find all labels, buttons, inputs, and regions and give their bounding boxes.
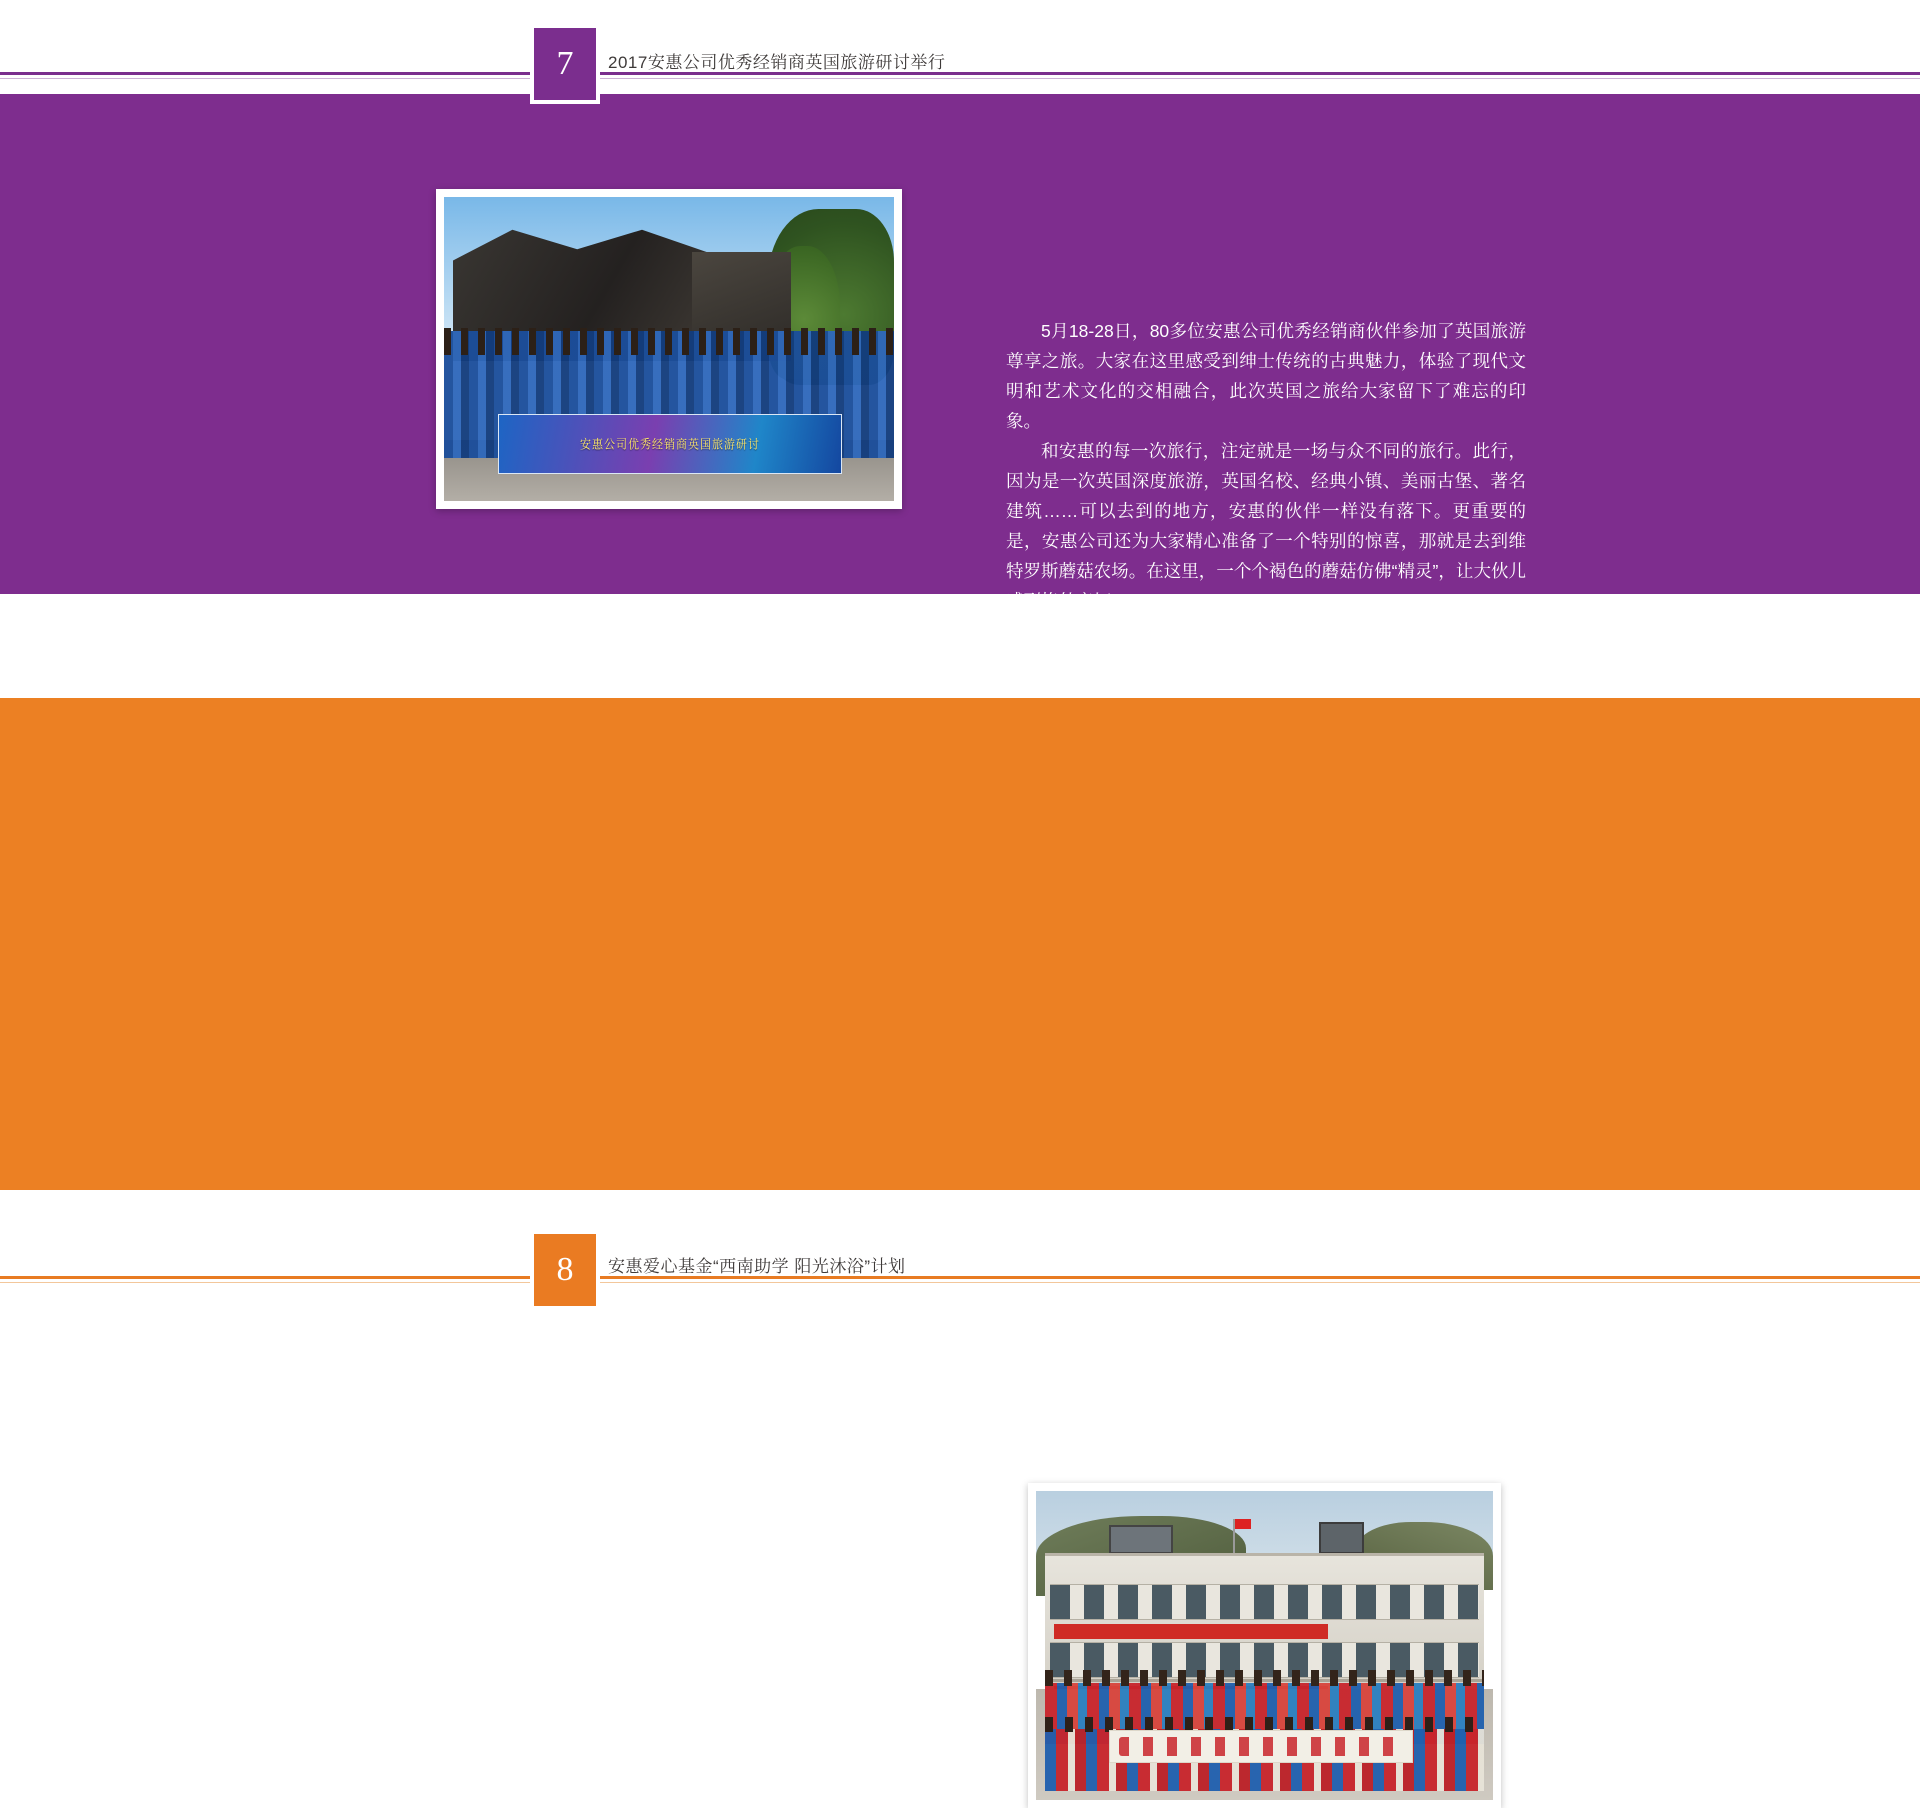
section-7-body: [0, 94, 1920, 611]
section-7-paragraph-1: 5月18-28日，80多位安惠公司优秀经销商伙伴参加了英国旅游尊享之旅。大家在这里感受到绅士传统的古典魅力，体验了现代文明和艺术文化的交相融合，此次英国之旅给大家留下了难忘的印象。: [1006, 321, 1526, 431]
section-7-title: 2017安惠公司优秀经销商英国旅游研讨举行: [608, 53, 946, 72]
photo8-flag: [1233, 1519, 1235, 1556]
photo8-window-row-1: [1050, 1584, 1480, 1620]
section-7-rule: [0, 72, 1920, 75]
photo7-crowd-heads: [444, 328, 894, 355]
section-8-number: 8: [534, 1234, 596, 1306]
photo8-group-banner: [1109, 1730, 1413, 1763]
section-7-number: 7: [534, 28, 596, 100]
photo8-roof-sign-left: [1109, 1525, 1172, 1554]
section-8-photo-image: [1036, 1491, 1493, 1800]
section-7-text: [1006, 316, 1526, 616]
section-8-header: [0, 600, 1920, 1288]
section-8-paragraph-2: 2012年10月，安惠成立了爱心基金。5年来，安惠爱心基金弘扬中华民族助人为乐的传统美德，传递安惠人真诚奉献、慷慨解囊的爱心之举，通过“春蕾成长”、“敬老帮困”、“西南助学、阳光沐浴”等计划的实施，将安惠的爱心品牌根植于社会大众的心中。: [446, 1625, 958, 1735]
section-8-photo: [1028, 1483, 1501, 1808]
section-8-rule: [0, 1276, 1920, 1279]
section-7-paragraph-2: 和安惠的每一次旅行，注定就是一场与众不同的旅行。此行，因为是一次英国深度旅游，英国名校、经典小镇、美丽古堡、著名建筑……可以去到的地方，安惠的伙伴一样没有落下。更重要的是，安惠公司还为大家精心准备了一个特别的惊喜，那就是去到维特罗斯蘑菇农场。在这里，一个个褐色的蘑菇仿佛“精灵”，让大伙儿感到格外亲切。: [1006, 441, 1526, 611]
section-7-photo: [436, 189, 902, 509]
section-8-text: [446, 1560, 958, 1740]
section-7-header: [0, 0, 1920, 92]
photo8-roof-sign-right: [1319, 1522, 1364, 1554]
photo7-group-banner: [498, 414, 842, 474]
section-8-paragraph-1: 9月28日，安惠爱心基金的志愿者们第四次来到贵州省独山县麻尾镇的麻尾小学，开展“西南助学 阳光沐浴”计划活动。: [446, 1565, 958, 1615]
photo8-students-back-heads: [1045, 1670, 1484, 1685]
photo7-group-banner-text: 安惠公司优秀经销商英国旅游研讨: [580, 438, 760, 452]
section-8-rule-thin: [0, 1282, 1920, 1283]
section-7-photo-image: [444, 197, 894, 501]
section-7-rule-thin: [0, 78, 1920, 79]
section-8-title: 安惠爱心基金“西南助学 阳光沐浴”计划: [608, 1257, 906, 1276]
photo8-red-banner-1: [1054, 1624, 1328, 1639]
